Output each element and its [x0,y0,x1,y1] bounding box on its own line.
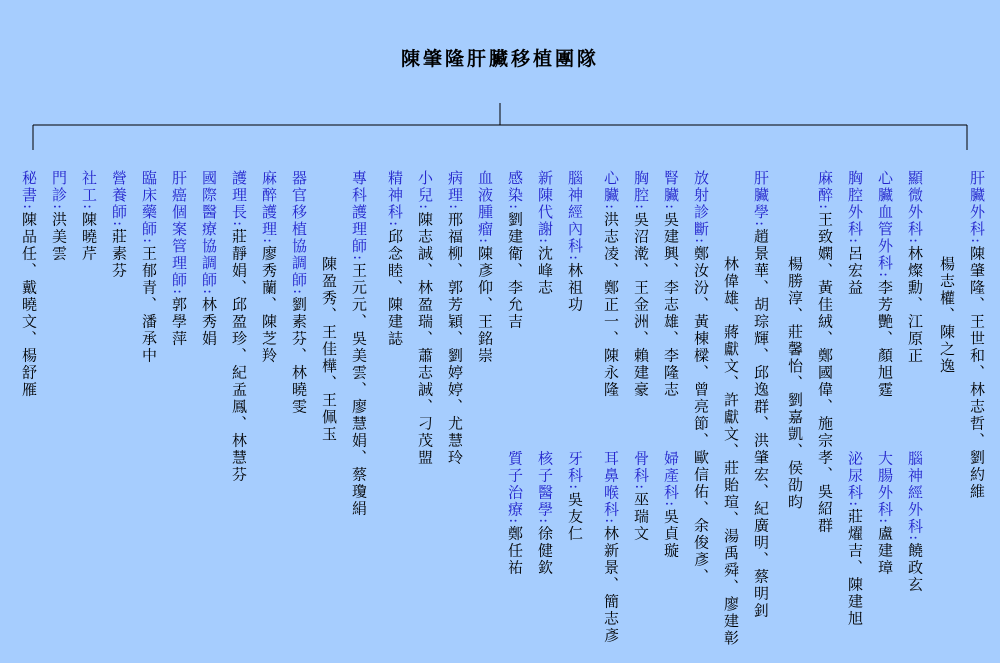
member-names: 鄭汝汾、黃棟樑、曾亮節、歐信佑、余俊彥、 [692,245,710,586]
specialty-label: 牙科: [566,450,584,492]
member-names: 呂宏益 [846,245,864,297]
member-names: 劉素芬、林曉雯 [290,296,308,416]
team-line [746,170,776,660]
team-line [530,170,560,660]
specialty-label: 國際醫療協調師: [200,170,218,297]
member-names: 劉建衛、李允吉 [506,211,524,331]
team-line [284,170,314,660]
team-column [596,170,716,660]
team-line [900,170,930,660]
specialty-label: 肝臟學: [752,170,770,229]
team-column [840,170,930,660]
member-names: 莊素芬 [110,228,128,280]
specialty-label: 肝臟外科: [968,170,986,246]
member-names: 陳彥仰、王銘崇 [476,245,494,365]
team-line [870,170,900,660]
team-line [440,170,470,660]
specialty-label: 放射診斷: [692,170,710,246]
specialty-label: 腎臟: [662,170,680,212]
team-line [164,170,194,660]
specialty-label: 泌尿科: [846,450,864,509]
team-line [500,170,530,660]
team-line [344,170,374,660]
member-names: 林秀娟 [200,296,218,348]
specialty-label: 門診: [50,170,68,212]
team-column [500,170,590,660]
team-line [686,170,716,660]
specialty-label: 大腸外科: [876,450,894,526]
member-names: 沈峰志 [536,245,554,297]
team-line [560,170,590,660]
specialty-label: 婦產科: [662,450,680,509]
specialty-label: 小兒: [416,170,434,212]
member-names: 林偉雄、蔣獻文、許獻文、莊貽瑄、湯禹舜、廖建彰 [722,256,740,647]
member-names: 王郁青、潘承中 [140,245,158,365]
team-column [314,170,374,660]
member-names: 吳沼漧、王金洲、賴建豪 [632,211,650,399]
member-names: 莊靜娟、邱盈珍、紀孟鳳、林慧芬 [230,228,248,484]
member-names: 王致嫻、黃佳絨、鄭國偉、施宗孝、吳紹群 [816,211,834,535]
team-column [716,170,776,660]
specialty-label: 麻醉: [816,170,834,212]
team-line [596,170,626,660]
team-line [14,170,44,660]
member-names: 邢福柳、郭芳穎、劉婷婷、尤慧玲 [446,211,464,467]
member-names: 吳友仁 [566,491,584,543]
specialty-label: 營養師: [110,170,128,229]
member-names: 廖秀蘭、陳芝羚 [260,245,278,365]
team-column [932,170,992,660]
specialty-label: 腦神經內科: [566,170,584,263]
specialty-label: 胸腔: [632,170,650,212]
specialty-label: 胸腔外科: [846,170,864,246]
specialty-label: 骨科: [632,450,650,492]
team-line [194,170,224,660]
specialty-label: 新陳代謝: [536,170,554,246]
member-names: 趙景華、胡琮輝、邱逸群、洪肇宏、紀廣明、蔡明釗 [752,228,770,620]
team-line [224,170,254,660]
member-names: 郭學萍 [170,296,188,348]
member-names: 洪志凌、鄭正一、陳永隆 [602,211,620,399]
specialty-label: 顯微外科: [906,170,924,246]
member-names: 莊燿吉、陳建旭 [846,508,864,628]
team-column [380,170,500,660]
team-line [932,170,962,660]
specialty-label: 質子治療: [506,450,524,526]
team-line [410,170,440,660]
member-names: 陳志誠、林盈瑞、蕭志誠、刁茂盟 [416,211,434,467]
team-line [962,170,992,660]
member-names: 鄭任祐 [506,525,524,577]
team-line [470,170,500,660]
member-names: 饒政玄 [906,542,924,594]
specialty-label: 核子醫學: [536,450,554,526]
specialty-label: 器官移植協調師: [290,170,308,297]
member-names: 林祖功 [566,262,584,314]
specialty-label: 社工: [80,170,98,212]
team-column [14,170,314,660]
member-names: 楊勝淳、莊馨怡、劉嘉凱、侯劭昀 [786,256,804,511]
member-names: 陳品任、戴曉文、楊舒雁 [20,211,38,399]
specialty-label: 肝癌個案管理師: [170,170,188,297]
member-names: 王元元、吳美雲、廖慧娟、蔡瓊絹 [350,262,368,518]
member-names: 李芳艷、顏旭霆 [876,279,894,399]
team-line [656,170,686,660]
member-names: 洪美雲 [50,211,68,263]
specialty-label: 心臟: [602,170,620,212]
team-line [314,170,344,660]
specialty-label: 臨床藥師: [140,170,158,246]
member-names: 林新景、簡志彥 [602,525,620,645]
specialty-label: 腦神經外科: [906,450,924,543]
member-names: 陳肇隆、王世和、林志哲、劉約維 [968,245,986,501]
team-line [74,170,104,660]
team-column [780,170,840,660]
page-title: 陳肇隆肝臟移植團隊 [400,48,599,70]
team-line [810,170,840,660]
member-names: 巫瑞文 [632,491,650,543]
member-names: 邱念睦、陳建誌 [386,228,404,348]
member-names: 吳建興、李志雄、李隆志 [662,211,680,399]
specialty-label: 秘書: [20,170,38,212]
team-line [840,170,870,660]
team-line [134,170,164,660]
specialty-label: 血液腫瘤: [476,170,494,246]
team-line [380,170,410,660]
team-line [44,170,74,660]
specialty-label: 麻醉護理: [260,170,278,246]
specialty-label: 專科護理師: [350,170,368,263]
specialty-label: 耳鼻喉科: [602,450,620,526]
member-names: 陳曉芹 [80,211,98,263]
specialty-label: 感染: [506,170,524,212]
member-names: 林燦勳、江原正 [906,245,924,365]
team-line [780,170,810,660]
member-names: 徐健欽 [536,525,554,577]
member-names: 盧建璋 [876,525,894,577]
specialty-label: 心臟血管外科: [876,170,894,280]
member-names: 楊志權、陳之逸 [938,256,956,375]
specialty-label: 護理長: [230,170,248,229]
team-line [716,170,746,660]
team-line [104,170,134,660]
member-names: 陳盈秀、王佳樺、王佩玉 [320,256,338,443]
team-line [254,170,284,660]
team-line [626,170,656,660]
specialty-label: 病理: [446,170,464,212]
member-names: 吳貞璇 [662,508,680,560]
specialty-label: 精神科: [386,170,404,229]
